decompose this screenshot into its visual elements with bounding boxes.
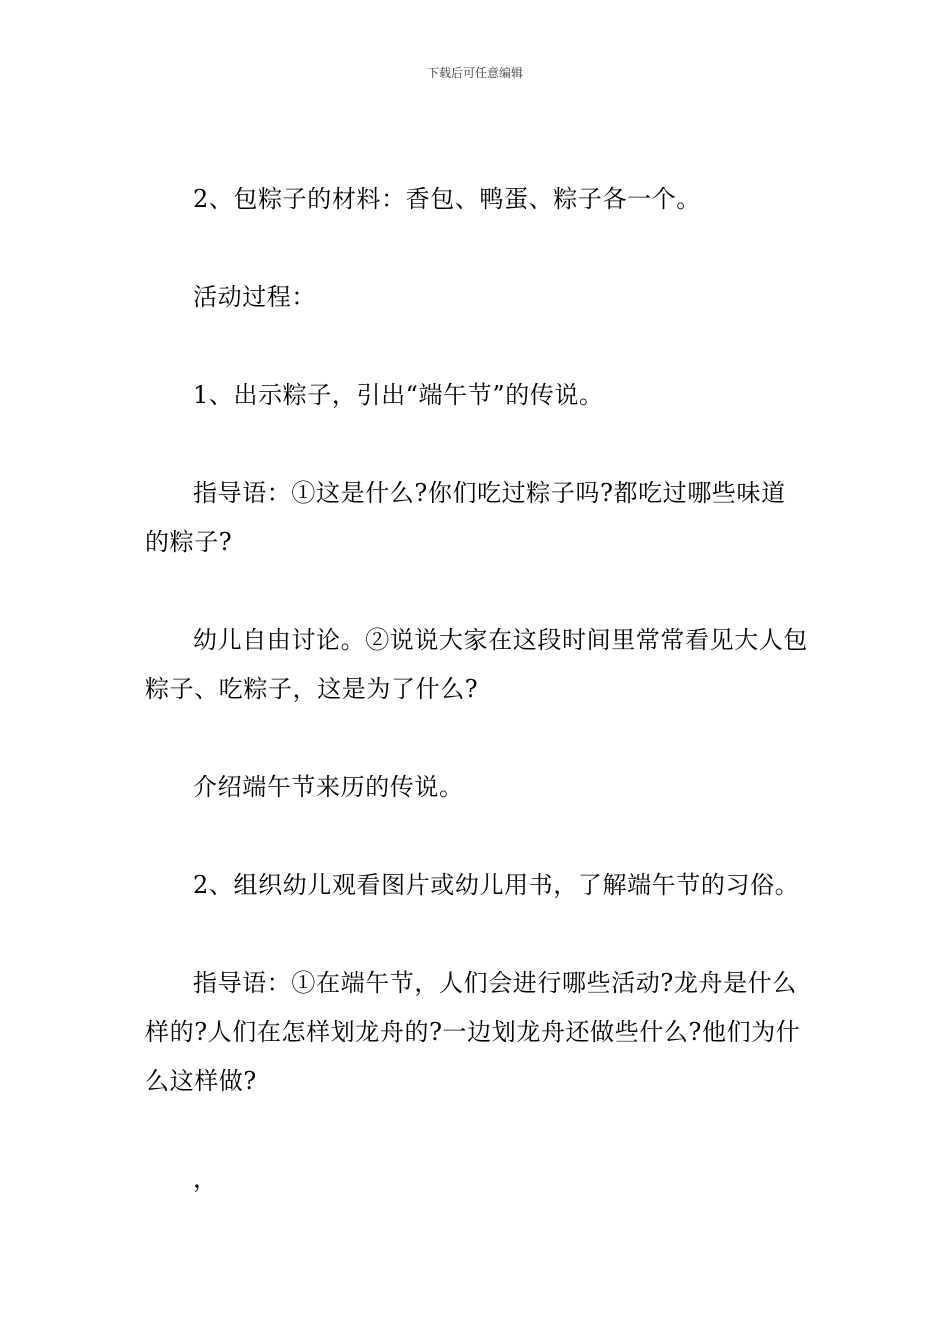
- page-header: 下载后可任意编辑: [426, 66, 523, 80]
- paragraph-step-1: 1、出示粽子，引出“端午节”的传说。: [193, 381, 604, 409]
- paragraph-process-heading: 活动过程：: [193, 283, 316, 311]
- paragraph-guide-1: 指导语：①这是什么?你们吃过粽子吗?都吃过哪些味道的粽子?: [145, 479, 786, 556]
- paragraph-guide-2: 指导语：①在端午节，人们会进行哪些活动?龙舟是什么样的?人们在怎样划龙舟的?一边划龙舟还做些什么?他们为什么这样做?: [145, 969, 801, 1095]
- paragraph-legend-intro: 介绍端午节来历的传说。: [193, 773, 464, 801]
- paragraph-step-2: 2、组织幼儿观看图片或幼儿用书，了解端午节的习俗。: [193, 871, 800, 899]
- paragraph-comma: ，: [193, 1165, 218, 1193]
- document-body: [145, 175, 810, 1253]
- paragraph-discussion: 幼儿自由讨论。②说说大家在这段时间里常常看见大人包粽子、吃粽子，这是为了什么?: [145, 626, 808, 703]
- paragraph-materials: 2、包粽子的材料：香包、鸭蛋、粽子各一个。: [193, 185, 701, 213]
